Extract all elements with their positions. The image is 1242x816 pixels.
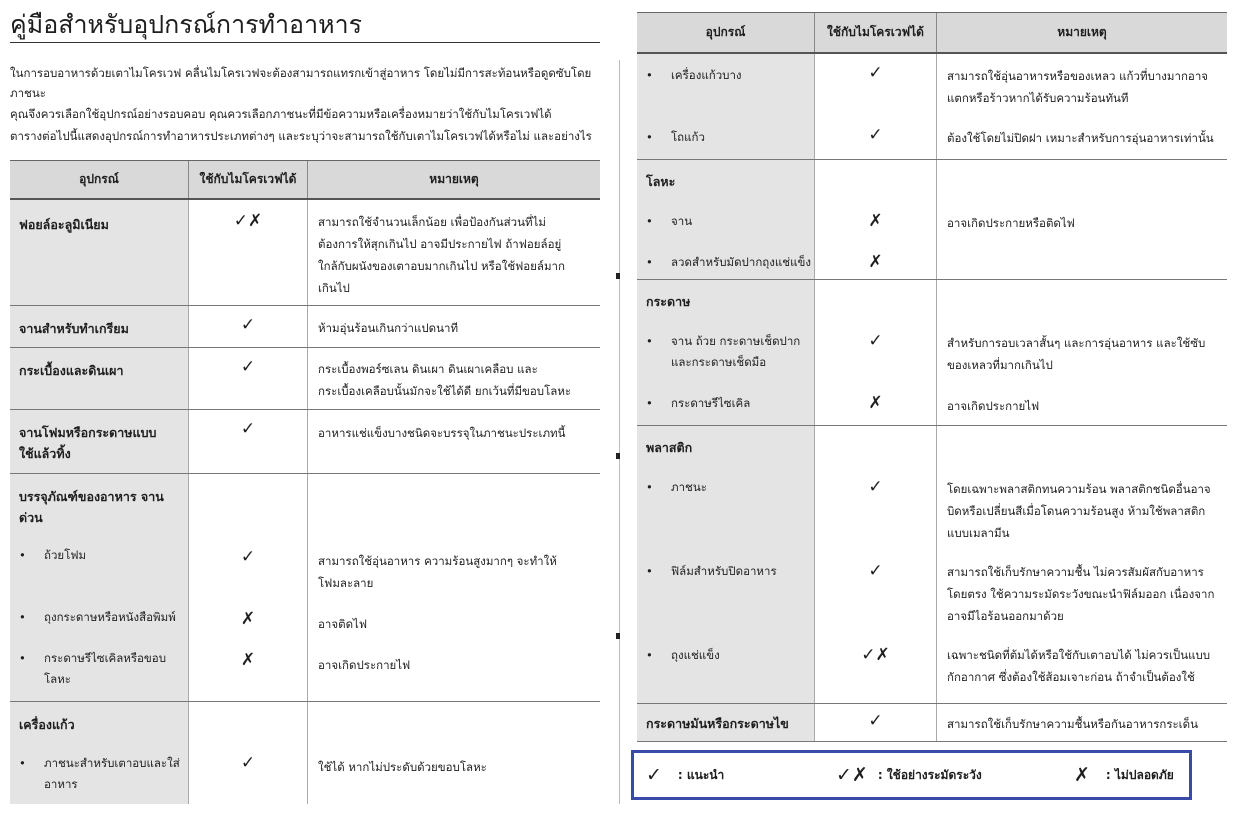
- row-note: อาหารแช่แข็งบางชนิดจะบรรจุในภาชนะประเภทนี้: [318, 426, 566, 440]
- header-device: อุปกรณ์: [79, 172, 119, 186]
- legend-recommended: [646, 764, 724, 786]
- sub-item: [637, 65, 814, 86]
- bullet-icon: •: [19, 548, 26, 562]
- row-name: เครื่องแก้ว: [19, 717, 75, 732]
- row-note: ใกล้กับผนังของเตาอบมากเกินไป หรือใช้ฟอยล์มาก: [318, 259, 565, 273]
- table-row: [637, 426, 1227, 704]
- bullet-icon: •: [646, 68, 653, 82]
- table-row: [10, 410, 600, 474]
- bullet-icon: •: [19, 756, 26, 770]
- row-name: ฟอยล์อะลูมิเนียม: [19, 217, 109, 232]
- check-icon: ✓: [868, 63, 883, 83]
- row-note: ห้ามอุ่นร้อนเกินกว่าแปดนาที: [318, 321, 459, 335]
- page-title: คู่มือสำหรับอุปกรณ์การทำอาหาร: [10, 10, 600, 43]
- bullet-icon: •: [646, 130, 653, 144]
- table-row: [637, 160, 1227, 280]
- row-note: เฉพาะชนิดที่ต้มได้หรือใช้กับเตาอบได้ ไม่ควรเป็นแบบ: [947, 648, 1211, 662]
- cross-icon: ✗: [240, 650, 256, 670]
- table-row: [10, 306, 600, 348]
- row-note: อาจเกิดประกายหรือติดไฟ: [947, 216, 1075, 230]
- row-name: จานโฟมหรือกระดาษแบบ: [19, 425, 157, 440]
- cross-icon: ✗: [1074, 764, 1090, 786]
- bullet-icon: •: [19, 651, 26, 665]
- legend-caution: [836, 764, 982, 786]
- check-icon: ✓: [240, 357, 256, 377]
- row-note: บิดหรือเปลี่ยนสีเมื่อโดนความร้อนสูง ห้ามใช้พลาสติก: [947, 504, 1206, 518]
- sub-item-cont: โลหะ: [44, 672, 71, 686]
- row-name: พลาสติก: [646, 440, 693, 455]
- bullet-icon: •: [646, 564, 653, 578]
- sub-item-label: ถุงแช่แข็ง: [671, 648, 720, 662]
- caution-icon: ✓✗: [861, 645, 890, 665]
- table-row: [637, 54, 1227, 160]
- header-microwave: ใช้กับไมโครเวฟได้: [188, 161, 308, 198]
- cookware-table-right: [637, 12, 1227, 742]
- cross-icon: ✗: [868, 252, 883, 272]
- divider-tick: [616, 633, 620, 639]
- bullet-icon: •: [646, 255, 653, 269]
- row-note: อาจมีไอร้อนออกมาด้วย: [947, 609, 1064, 623]
- row-note: แตกหรือร้าวหากได้รับความร้อนทันที: [947, 91, 1129, 105]
- sub-item-label: เครื่องแก้วบาง: [671, 68, 742, 82]
- row-note: สามารถใช้อุ่นอาหารหรือของเหลว แก้วที่บางมากอาจ: [947, 69, 1209, 83]
- table-header: [10, 160, 600, 200]
- sub-item: [10, 753, 188, 774]
- row-note: สามารถใช้เก็บรักษาความชื้นหรือกันอาหารกระเด็น: [947, 717, 1198, 731]
- sub-item-label: ถุงกระดาษหรือหนังสือพิมพ์: [44, 610, 176, 624]
- divider-tick: [616, 273, 620, 279]
- check-icon: ✓: [240, 419, 256, 439]
- row-name: กระดาษมันหรือกระดาษไข: [646, 716, 789, 731]
- row-note: ของเหลวที่มากเกินไป: [947, 358, 1053, 372]
- table-row: [10, 200, 600, 306]
- sub-item: [637, 211, 814, 232]
- row-name: กระเบื้องและดินเผา: [19, 363, 124, 378]
- header-device: อุปกรณ์: [705, 25, 746, 39]
- check-icon: ✓: [240, 547, 256, 567]
- table-row: [10, 702, 600, 804]
- row-note: ต้องการให้สุกเกินไป อาจมีประกายไฟ ถ้าฟอยล์อยู่: [318, 237, 562, 251]
- sub-item-label: ลวดสำหรับมัดปากถุงแช่แข็ง: [671, 255, 811, 269]
- sub-item: [637, 127, 814, 148]
- row-name: จานสำหรับทำเกรียม: [19, 321, 129, 336]
- row-name: ด่วน: [19, 510, 43, 525]
- sub-item-label: จาน: [671, 214, 693, 228]
- row-note: แบบเมลามีน: [947, 526, 1010, 540]
- intro-text: [10, 62, 605, 147]
- row-note: โฟมละลาย: [318, 576, 374, 590]
- intro-line: คุณจึงควรเลือกใช้อุปกรณ์อย่างรอบคอบ คุณควรเลือกภาชนะที่มีข้อความหรือเครื่องหมายว่าใช้กับไมโครเวฟได้: [10, 107, 552, 121]
- sub-item-label: กระดาษรีไซเคิล: [671, 396, 751, 410]
- check-icon: ✓: [868, 125, 883, 145]
- row-note: ต้องใช้โดยไม่ปิดฝา เหมาะสำหรับการอุ่นอาหารเท่านั้น: [947, 131, 1214, 145]
- table-row: [637, 280, 1227, 426]
- row-note: อาจเกิดประกายไฟ: [947, 399, 1040, 413]
- table-row: [637, 704, 1227, 742]
- sub-item: [637, 393, 814, 414]
- cross-icon: ✗: [240, 609, 256, 629]
- check-icon: ✓: [646, 764, 662, 786]
- check-icon: ✓: [240, 753, 256, 773]
- check-icon: ✓: [868, 561, 883, 581]
- check-icon: ✓: [868, 477, 883, 497]
- legend-unsafe: [1074, 764, 1174, 786]
- bullet-icon: •: [19, 610, 26, 624]
- sub-item-cont: อาหาร: [44, 777, 78, 791]
- row-name: บรรจุภัณฑ์ของอาหาร จาน: [19, 489, 164, 504]
- row-note: โดยตรง ใช้ความระมัดระวังขณะนำฟิล์มออก เนื่องจาก: [947, 587, 1215, 601]
- sub-item: [637, 331, 814, 352]
- row-note: สำหรับการอบเวลาสั้นๆ และการอุ่นอาหาร และใช้ซับ: [947, 336, 1206, 350]
- table-row: [10, 474, 600, 702]
- sub-item-label: ฟิล์มสำหรับปิดอาหาร: [671, 564, 777, 578]
- row-note: สามารถใช้จำนวนเล็กน้อย เพื่อป้องกันส่วนที่ไม่: [318, 215, 546, 229]
- row-note: สามารถใช้เก็บรักษาความชื้น ไม่ควรสัมผัสกับอาหาร: [947, 565, 1204, 579]
- sub-item-label: จาน ถ้วย กระดาษเช็ดปาก: [671, 334, 801, 348]
- row-note: สามารถใช้อุ่นอาหาร ความร้อนสูงมากๆ จะทำให้: [318, 554, 557, 568]
- bullet-icon: •: [646, 334, 653, 348]
- legend-box: [631, 750, 1192, 800]
- legend-label: : แนะนำ: [677, 767, 725, 782]
- check-icon: ✓: [868, 711, 883, 731]
- bullet-icon: •: [646, 480, 653, 494]
- sub-item-label: ถ้วยโฟม: [44, 548, 87, 562]
- sub-item: [637, 252, 814, 273]
- intro-line: ตารางต่อไปนี้แสดงอุปกรณ์การทำอาหารประเภทต่างๆ และระบุว่าจะสามารถใช้กับเตาไมโครเวฟได้หรือไม่ และอย่างไร: [10, 129, 592, 143]
- intro-line: ในการอบอาหารด้วยเตาไมโครเวฟ คลื่นไมโครเวฟจะต้องสามารถแทรกเข้าสู่อาหาร โดยไม่มีการสะท้อนหรือดูดซับโดย: [10, 66, 592, 80]
- intro-line: ภาชนะ: [10, 86, 46, 100]
- header-microwave: ใช้กับไมโครเวฟได้: [814, 13, 937, 52]
- sub-item-label: โถแก้ว: [671, 130, 705, 144]
- sub-item: [10, 607, 188, 628]
- bullet-icon: •: [646, 214, 653, 228]
- row-note: อาจเกิดประกายไฟ: [318, 658, 411, 672]
- sub-item: [10, 545, 188, 566]
- bullet-icon: •: [646, 396, 653, 410]
- legend-label: : ไม่ปลอดภัย: [1105, 767, 1174, 782]
- sub-item-label: ภาชนะ: [671, 480, 707, 494]
- page-divider: [619, 60, 620, 804]
- sub-item: [637, 561, 814, 582]
- caution-icon: ✓✗: [233, 211, 263, 231]
- row-note: เกินไป: [318, 281, 350, 295]
- check-icon: ✓: [868, 331, 883, 351]
- row-note: โดยเฉพาะพลาสติกทนความร้อน พลาสติกชนิดอื่นอาจ: [947, 482, 1211, 496]
- sub-item: [10, 648, 188, 669]
- row-note: กระเบื้องพอร์ซเลน ดินเผา ดินเผาเคลือบ และ: [318, 362, 538, 376]
- sub-item-cont: และกระดาษเช็ดมือ: [671, 355, 767, 369]
- row-name: ใช้แล้วทิ้ง: [19, 446, 71, 461]
- divider-tick: [616, 453, 620, 459]
- row-note: กระเบื้องเคลือบนั้นมักจะใช้ได้ดี ยกเว้นที่มีขอบโลหะ: [318, 384, 572, 398]
- sub-item: [637, 645, 814, 666]
- legend-label: : ใช้อย่างระมัดระวัง: [877, 767, 982, 782]
- sub-item-label: ภาชนะสำหรับเตาอบและใส่: [44, 756, 180, 770]
- row-note: ใช้ได้ หากไม่ประดับด้วยขอบโลหะ: [318, 760, 487, 774]
- header-note: หมายเหตุ: [429, 172, 479, 186]
- caution-icon: ✓✗: [836, 764, 868, 786]
- check-icon: ✓: [240, 315, 256, 335]
- row-note: กักอากาศ ซึ่งต้องใช้ส้อมเจาะก่อน ถ้าจำเป็นต้องใช้: [947, 670, 1195, 684]
- cross-icon: ✗: [868, 211, 883, 231]
- cross-icon: ✗: [868, 393, 883, 413]
- row-note: อาจติดไฟ: [318, 617, 367, 631]
- row-name: กระดาษ: [646, 294, 691, 309]
- header-note: หมายเหตุ: [1057, 25, 1107, 39]
- row-name: โลหะ: [646, 174, 676, 189]
- cookware-table-left: [10, 160, 600, 804]
- bullet-icon: •: [646, 648, 653, 662]
- table-header: [637, 12, 1227, 54]
- table-row: [10, 348, 600, 410]
- sub-item: [637, 477, 814, 498]
- sub-item-label: กระดาษรีไซเคิลหรือขอบ: [44, 651, 166, 665]
